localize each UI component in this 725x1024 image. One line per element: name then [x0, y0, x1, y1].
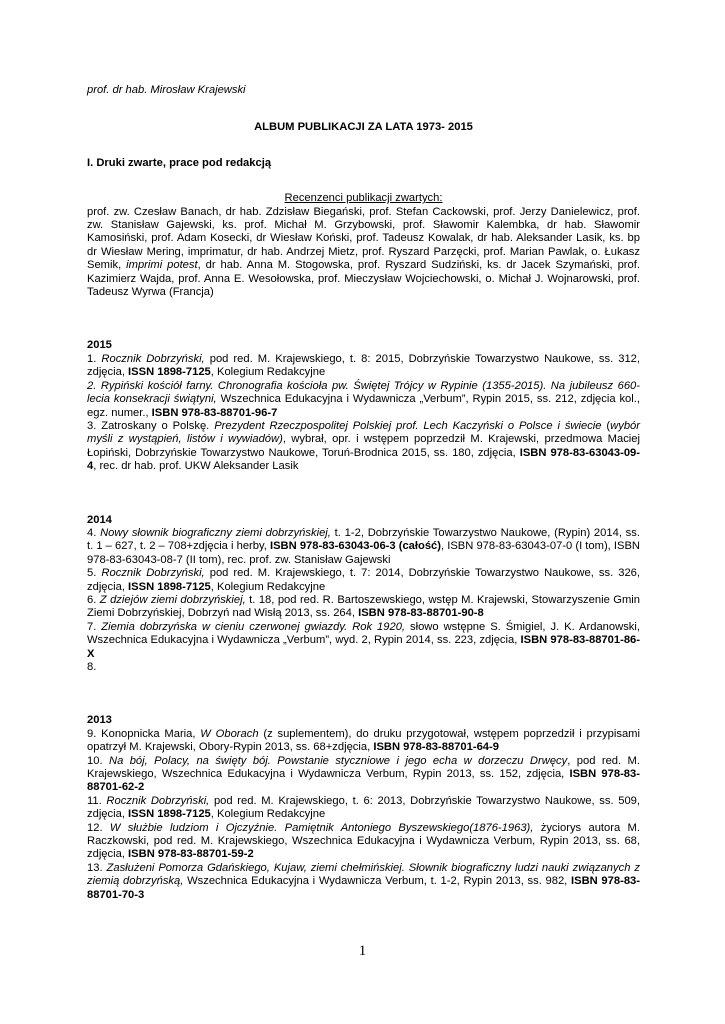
entry-title: Rocznik Dobrzyński, [101, 567, 205, 580]
entry-11 [87, 795, 640, 822]
entry-isbn: ISBN 978-83-88701-86-X [87, 634, 640, 660]
entry-subtitle: wybór myśli z wystąpień, listów i wywiadów) [87, 419, 640, 446]
year-heading-2013: 2013 [87, 714, 112, 727]
entry-title: W służbie ludziom i Ojczyźnie. Pamiętnik Antoniego Byszewskiego(1876-1963), [109, 821, 534, 834]
entry-text: , pod red. M. Krajewskiego, Wszechnica Edukacyjna i Wydawnicza Verbum, Rypin 2013, ss. 152, zdjęcia, [87, 754, 640, 781]
entry-isbn: ISBN 978-83-88701-64-9 [373, 741, 499, 754]
entry-text: słowo wstępne S. Śmigiel, J. K. Ardanowski, Wszechnica Edukacyjna i Wydawnicza „Verbum”, wyd. 2, Rypin 2014, ss. 223, zdjęcia, [87, 620, 640, 647]
entry-title: W Oborach [200, 727, 259, 740]
entry-title: Ziemia dobrzyńska w cieniu czerwonej gwiazdy. Rok 1920, [101, 620, 406, 633]
entry-text: t. 1-2, Dobrzyńskie Towarzystwo Naukowe, (Rypin) 2014, ss. t. 1 – 627, t. 2 – 708+zdjęcia i herby, [87, 526, 640, 553]
entry-text: Konopnicka Maria, [101, 727, 201, 740]
entry-10 [87, 755, 640, 795]
entry-number: 4. [87, 526, 101, 539]
entry-issn: ISSN 1898-7125 [128, 366, 211, 379]
entry-2 [87, 380, 640, 420]
entry-title: Rocznik Dobrzyński, [101, 352, 205, 365]
entry-number: 6. [87, 593, 100, 606]
reviewers-list [87, 206, 640, 300]
entry-5 [87, 567, 640, 594]
section-heading [87, 157, 640, 170]
entry-tail: , Kolegium Redakcyjne [210, 366, 326, 379]
entry-13 [87, 862, 640, 902]
entry-text: Wszechnica Edukacyjna i Wydawnicza Verbum, t. 1-2, Rypin 2013, ss. 982, [183, 875, 571, 888]
page-number: 1 [358, 943, 367, 959]
entry-tail: , Kolegium Redakcyjne [210, 808, 326, 821]
reviewers-text-a: prof. zw. Czesław Banach, dr hab. Zdzisław Biegański, prof. Stefan Cackowski, prof. Jerzy Danielewicz, prof. zw. Stanisław Gajewski, ks. prof. Michał M. Grzybowski, prof. Sławomir Kalembka, dr hab. Sławomir Kamosiński, prof. Adam Kosecki, dr Wiesław Koński, prof. Tadeusz Kowalak, dr hab. Aleksander Lasik, ks. bp dr Wiesław Mering, imprimatur, dr hab. Andrzej Mietz, prof. Ryszard Parzęcki, prof. Marian Pawlak, o. Łukasz Semik, [87, 205, 640, 272]
entry-text: Zatroskany o Polskę. [101, 419, 215, 432]
entry-number: 11. [87, 794, 107, 807]
entry-tail: , rec. dr hab. prof. UKW Aleksander Lasik [93, 460, 299, 473]
year-heading-2015: 2015 [87, 339, 112, 352]
entry-number: 5. [87, 567, 102, 580]
entry-1 [87, 353, 640, 380]
entry-title: Prezydent Rzeczpospolitej Polskiej prof. Lech Kaczyński o Polsce i świecie [214, 419, 602, 432]
entry-isbn: ISBN 978-83-88701-62-2 [87, 768, 640, 794]
entry-title: 2. Rypiński kościół farny. Chronografia kościoła pw. Świętej Trójcy w Rypinie (1355-2015). Na jubileusz 660-lecia konsekracji świątyni, [87, 379, 640, 406]
entry-8: 8. [87, 661, 97, 673]
entry-text: (z suplementem), do druku przygotował, wstępem poprzedził i przypisami opatrzył M. Krajewski, Obory-Rypin 2013, ss. 68+zdjęcia, [87, 727, 640, 754]
entry-3 [87, 420, 640, 474]
entry-text: życiorys autora M. Raczkowski, pod red. M. Krajewskiego, Wszechnica Edukacyjna i Wydawnicza Verbum, Rypin 2013, ss. 68, zdjęcia, [87, 821, 640, 861]
entry-isbn: ISBN 978-83-88701-59-2 [128, 848, 254, 861]
entry-number: 10. [87, 754, 109, 767]
document-title: ALBUM PUBLIKACJI ZA LATA 1973- 2015 [254, 121, 473, 134]
entry-4 [87, 527, 640, 567]
entry-text: , wybrał, opr. i wstępem poprzedził M. Krajewski, przedmowa Maciej Łopiński, Dobrzyńskie Towarzystwo Naukowe, Toruń-Brodnica 2015, ss. 180, zdjęcia, [87, 433, 640, 459]
reviewers-text-b: , dr hab. Anna M. Stogowska, prof. Ryszard Sudziński, ks. dr Jacek Szymański, prof. Kazimierz Wajda, prof. Anna E. Wesołowska, prof. Mieczysław Wojciechowski, o. Michał J. Wojnarowski, prof. Tadeusz Wyrwa (Francja) [87, 259, 640, 299]
entry-tail: , Kolegium Redakcyjne [210, 580, 326, 593]
entry-number: 7. [87, 620, 102, 633]
entry-9 [87, 728, 640, 755]
entry-issn: ISSN 1898-7125 [128, 808, 211, 821]
entry-number: 3. [87, 419, 102, 432]
section-heading-rest: , prace pod redakcją [162, 156, 272, 169]
reviewers-imprimi: imprimi potest [126, 259, 198, 272]
year-heading-2014: 2014 [87, 513, 112, 526]
entry-number: 13. [87, 861, 107, 874]
entry-title: Rocznik Dobrzyński, [106, 794, 210, 807]
entry-number: 9. [87, 727, 102, 740]
entry-tail: , ISBN 978-83-63043-07-0 (I tom), ISBN 978-83-63043-08-7 (II tom), rec. prof. zw. Stanisław Gajewski [87, 540, 641, 566]
entry-text: ( [601, 419, 611, 432]
entry-title: Nowy słownik biograficzny ziemi dobrzyńskiej, [100, 526, 331, 539]
author-line: prof. dr hab. Mirosław Krajewski [87, 84, 246, 96]
entry-title: Z dziejów ziemi dobrzyńskiej, [99, 593, 246, 606]
entry-isbn: ISBN 978-83-88701-70-3 [87, 875, 640, 901]
reviewers-heading: Recenzenci publikacji zwartych: [284, 192, 443, 205]
section-heading-lead: I. Druki zwarte [87, 156, 163, 169]
document-page [87, 84, 640, 902]
entry-number: 12. [87, 821, 110, 834]
entry-isbn: ISBN 978-83-88701-96-7 [151, 406, 278, 419]
entry-text: t. 18, pod red. R. Bartoszewskiego, wstęp M. Krajewski, Stowarzyszenie Gmin Ziemi Dobrzyńskiej, Dobrzyń nad Wisłą 2013, ss. 264, [87, 593, 640, 620]
entry-12 [87, 822, 640, 862]
entry-number: 1. [87, 352, 102, 365]
entry-title: Na bój, Polacy, na święty bój. Powstanie styczniowe i jego echa w dorzeczu Drwęcy [108, 754, 568, 767]
entry-isbn: ISBN 978-83-88701-90-8 [358, 607, 484, 620]
entry-title: Zasłużeni Pomorza Gdańskiego, Kujaw, ziemi chełmińskiej. Słownik biograficzny ludzi nauki związanych z ziemią dobrzyńską, [87, 861, 640, 888]
entry-text: pod red. M. Krajewskiego, t. 7: 2014, Dobrzyńskie Towarzystwo Naukowe, ss. 326, zdjęcia, [87, 567, 640, 593]
entry-text: pod red. M. Krajewskiego, t. 6: 2013, Dobrzyńskie Towarzystwo Naukowe, ss. 509, zdjęcia, [87, 794, 640, 821]
entry-text: Wszechnica Edukacyjna i Wydawnicza „Verbum”, Rypin 2015, ss. 212, zdjęcia kol., egz. numer., [87, 393, 640, 419]
entry-text: pod red. M. Krajewskiego, t. 8: 2015, Dobrzyńskie Towarzystwo Naukowe, ss. 312, zdjęcia, [87, 352, 640, 379]
entry-7 [87, 621, 640, 661]
entry-isbn: ISBN 978-83-63043-09-4 [87, 446, 641, 473]
entry-issn: ISSN 1898-7125 [128, 580, 211, 593]
entry-6 [87, 594, 640, 621]
entry-isbn: ISBN 978-83-63043-06-3 (całość) [269, 540, 442, 553]
